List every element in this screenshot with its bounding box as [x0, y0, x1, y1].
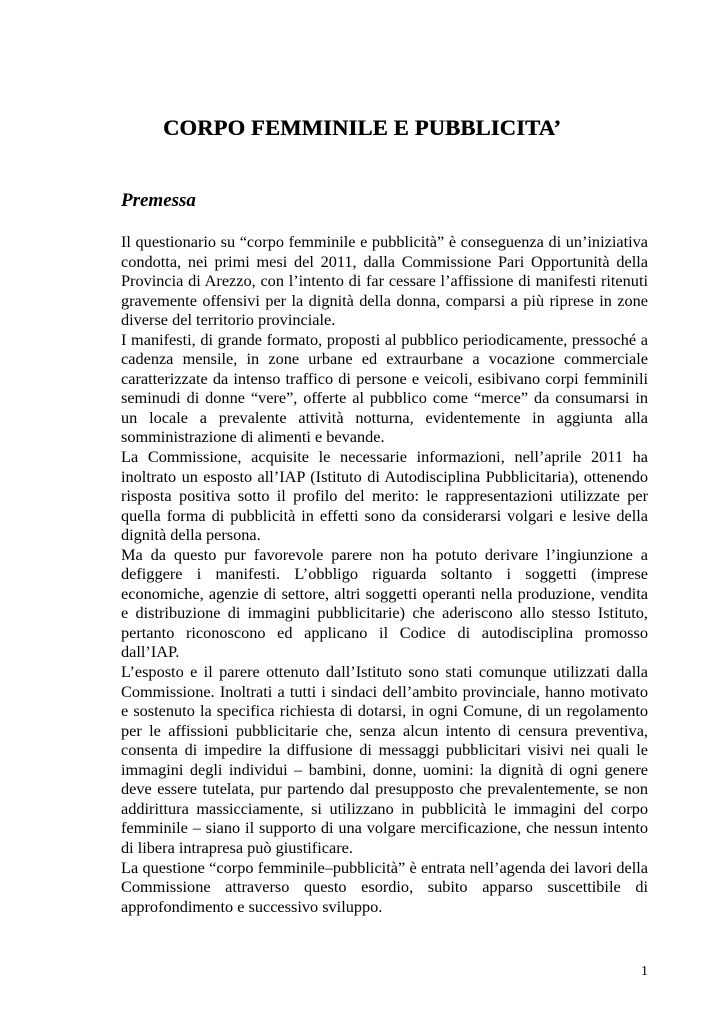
paragraph-5: L’esposto e il parere ottenuto dall’Istituto sono stati comunque utilizzati dalla Commissione. Inoltrati a tutti i sindaci dell’ambito provinciale, hanno motivato e sostenuto la specifica richiesta di dotarsi, in ogni Comune, di un regolamento per le affissioni pubblicitarie che, senza alcun intento di censura preventiva, consenta di impedire la diffusione di messaggi pubblicitari visivi nei quali le immagini degli individui – bambini, donne, uomini: la dignità di ogni genere deve essere tutelata, pur partendo dal presupposto che prevalentemente, se non addirittura massicciamente, si utilizzano in pubblicità le immagini del corpo femminile – siano il supporto di una volgare mercificazione, che nessun intento di libera intrapresa può giustificare.: [121, 662, 648, 857]
paragraph-4: Ma da questo pur favorevole parere non ha potuto derivare l’ingiunzione a defiggere i manifesti. L’obbligo riguarda soltanto i soggetti (imprese economiche, agenzie di settore, altri soggetti operanti nella produzione, vendita e distribuzione di immagini pubblicitarie) che aderiscono allo stesso Istituto, pertanto riconoscono ed applicano il Codice di autodisciplina promosso dall’IAP.: [121, 544, 648, 662]
paragraph-3: La Commissione, acquisite le necessarie informazioni, nell’aprile 2011 ha inoltrato un esposto all’IAP (Istituto di Autodisciplina Pubblicitaria), ottenendo risposta positiva sotto il profilo del merito: le rappresentazioni utilizzate per quella forma di pubblicità in effetti sono da considerarsi volgari e lesive della dignità della persona.: [121, 447, 648, 545]
paragraph-6: La questione “corpo femminile–pubblicità” è entrata nell’agenda dei lavori della Commissione attraverso questo esordio, subito apparso suscettibile di approfondimento e successivo sviluppo.: [121, 857, 648, 916]
page-title: CORPO FEMMINILE E PUBBLICITA’: [162, 115, 562, 140]
page-number: 1: [641, 964, 648, 979]
paragraph-2: I manifesti, di grande formato, proposti al pubblico periodicamente, pressoché a cadenza mensile, in zone urbane ed extraurbane a vocazione commerciale caratterizzate da intenso traffico di persone e veicoli, esibivano corpi femminili seminudi di donne “vere”, offerte al pubblico come “merce” da consumarsi in un locale a prevalente attività notturna, evidentemente in aggiunta alla somministrazione di alimenti e bevande.: [121, 329, 648, 447]
body-text: [121, 232, 648, 916]
paragraph-1: Il questionario su “corpo femminile e pubblicità” è conseguenza di un’iniziativa condotta, nei primi mesi del 2011, dalla Commissione Pari Opportunità della Provincia di Arezzo, con l’intento di far cessare l’affissione di manifesti ritenuti gravemente offensivi per la dignità della donna, comparsi a più riprese in zone diverse del territorio provinciale.: [121, 232, 648, 330]
section-heading-premessa: Premessa: [121, 190, 196, 211]
